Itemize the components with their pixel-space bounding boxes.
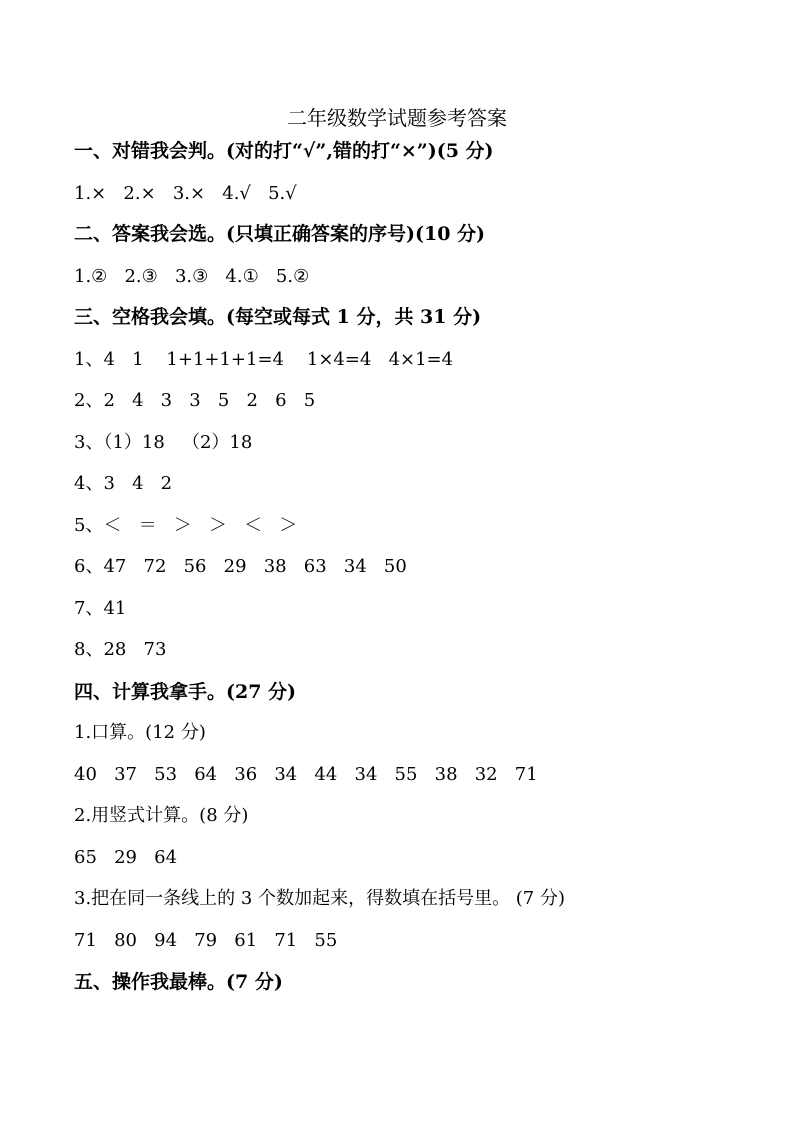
- section-3-answer-line-4: 4、3 4 2: [74, 473, 173, 494]
- section-4-answer-line-1: 40 37 53 64 36 34 44 34 55 38 32 71: [74, 764, 538, 785]
- section-4-answer-line-2: 65 29 64: [74, 847, 178, 868]
- section-3-answer-line-3: 3、（1）18 （2）18: [74, 432, 253, 453]
- section-3-answer-line-6: 6、47 72 56 29 38 63 34 50: [74, 556, 407, 577]
- section-1-answer-line: 1.× 2.× 3.× 4.√ 5.√: [74, 183, 297, 204]
- section-5-heading: 五、操作我最棒。(7 分): [74, 971, 283, 993]
- section-3-answer-line-7: 7、41: [74, 598, 127, 619]
- section-3-answer-line-2: 2、2 4 3 3 5 2 6 5: [74, 390, 316, 411]
- section-3-answer-line-8: 8、28 73: [74, 639, 167, 660]
- section-3-answer-line-5: 5、＜ ＝ ＞ ＞ ＜ ＞: [74, 515, 298, 536]
- section-4-subheading-3: 3.把在同一条线上的 3 个数加起来，得数填在括号里。 (7 分): [74, 888, 566, 909]
- section-4-subheading-1: 1.口算。(12 分): [74, 722, 206, 743]
- section-3-heading: 三、空格我会填。(每空或每式 1 分，共 31 分): [74, 306, 482, 328]
- section-2-answer-line: 1.② 2.③ 3.③ 4.① 5.②: [74, 266, 310, 287]
- section-3-answer-line-1: 1、4 1 1+1+1+1=4 1×4=4 4×1=4: [74, 349, 454, 370]
- section-4-subheading-2: 2.用竖式计算。(8 分): [74, 805, 249, 826]
- section-4-answer-line-3: 71 80 94 79 61 71 55: [74, 930, 338, 951]
- section-4-heading: 四、计算我拿手。(27 分): [74, 681, 297, 703]
- section-1-heading: 一、对错我会判。(对的打“√”,错的打“×”)(5 分): [74, 140, 494, 162]
- section-2-heading: 二、答案我会选。(只填正确答案的序号)(10 分): [74, 223, 486, 245]
- page-title: 二年级数学试题参考答案: [287, 106, 507, 130]
